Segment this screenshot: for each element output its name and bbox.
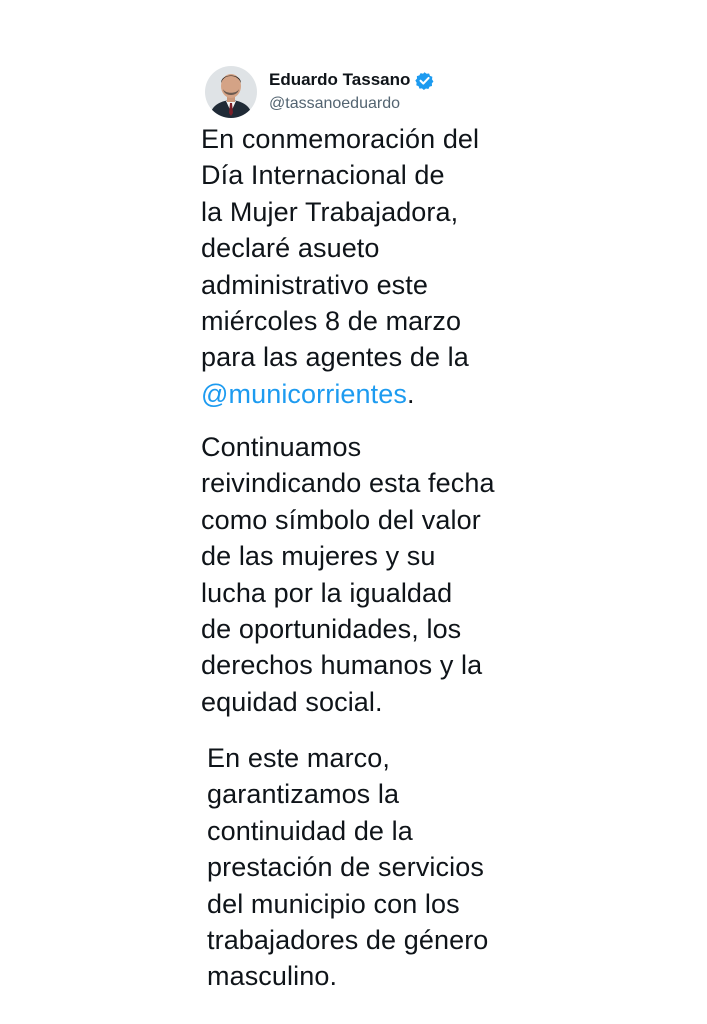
- tweet-text-line: la Mujer Trabajadora,: [201, 196, 459, 227]
- tweet-text-line: continuidad de la: [207, 815, 413, 846]
- tweet-header: [205, 66, 434, 122]
- mention-link[interactable]: @municorrientes: [201, 378, 407, 409]
- tweet-text-line: para las agentes de la: [201, 342, 469, 373]
- avatar[interactable]: [205, 66, 257, 118]
- tweet-text-line: de oportunidades, los: [201, 614, 462, 645]
- display-name-row: [269, 69, 434, 91]
- tweet-text-line: equidad social.: [201, 686, 383, 717]
- tweet-text-line-mention: [201, 376, 479, 412]
- tweet-text-line: Día Internacional de: [201, 160, 445, 191]
- tweet-text-line: del municipio con los: [207, 888, 460, 919]
- author-handle[interactable]: @tassanoeduardo: [269, 95, 400, 112]
- tweet-text-line: En conmemoración del: [201, 124, 480, 154]
- tweet-text-line: Continuamos: [201, 432, 362, 462]
- tweet-paragraph-1: [201, 121, 479, 412]
- tweet-text-line: masculino.: [207, 961, 338, 992]
- tweet-text-line: En este marco,: [207, 743, 390, 773]
- display-name[interactable]: Eduardo Tassano: [269, 70, 411, 89]
- tweet-text-line: derechos humanos y la: [201, 650, 483, 681]
- tweet-paragraph-3: [207, 740, 488, 995]
- mention-trailing-text: .: [406, 378, 415, 409]
- tweet-text-line: lucha por la igualdad: [201, 577, 453, 608]
- tweet-text-line: de las mujeres y su: [201, 541, 436, 572]
- author-names: [269, 69, 434, 113]
- tweet-paragraph-2: [201, 429, 495, 720]
- tweet-text-line: prestación de servicios: [207, 852, 484, 883]
- tweet-text-line: declaré asueto: [201, 233, 380, 264]
- tweet-text-line: reivindicando esta fecha: [201, 468, 495, 499]
- avatar-photo-icon: [205, 66, 257, 118]
- tweet-text-line: miércoles 8 de marzo: [201, 306, 462, 337]
- tweet-text-line: administrativo este: [201, 269, 428, 300]
- verified-badge-icon: [415, 71, 434, 90]
- tweet-text-line: garantizamos la: [207, 779, 400, 810]
- tweet-text-line: como símbolo del valor: [201, 504, 481, 535]
- tweet-text-line: trabajadores de género: [207, 925, 489, 956]
